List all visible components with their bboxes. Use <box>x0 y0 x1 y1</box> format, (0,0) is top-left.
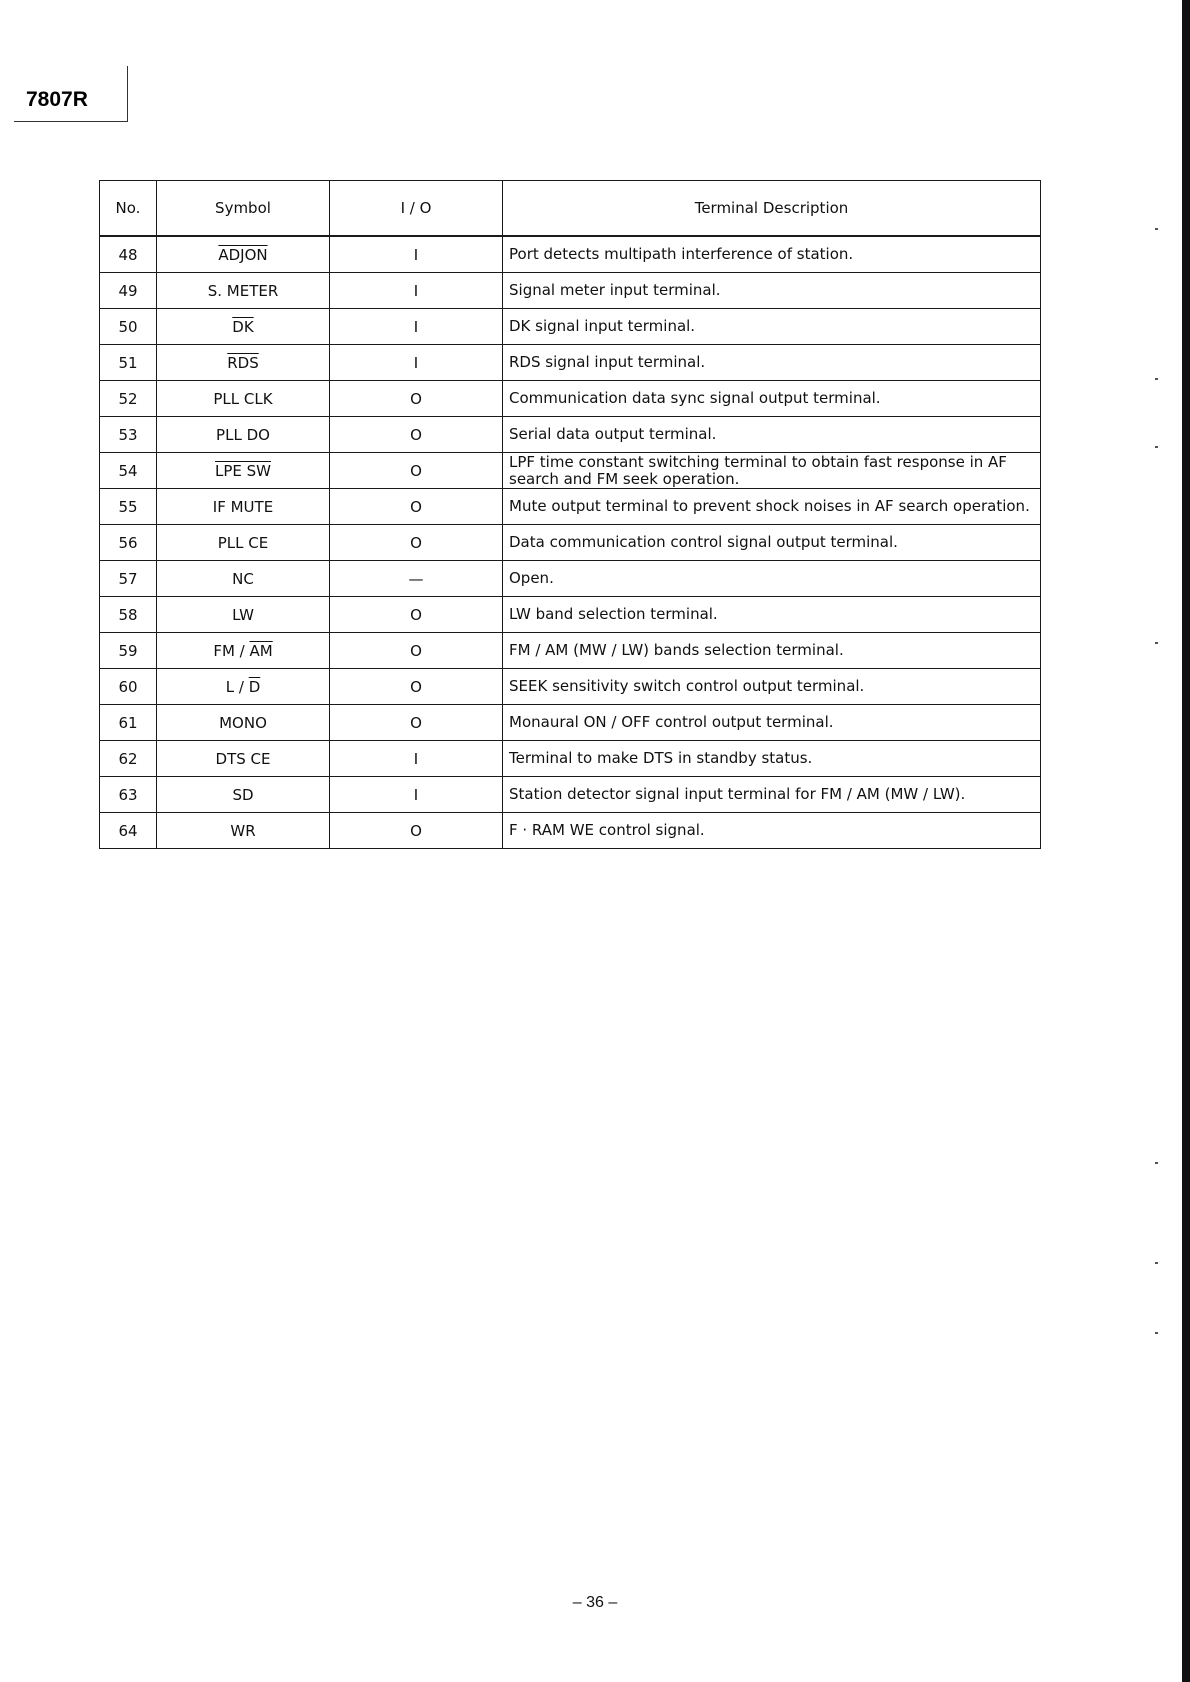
pin-symbol: PLL DO <box>157 417 330 453</box>
pin-number: 64 <box>100 813 157 849</box>
scan-edge <box>1182 0 1190 1682</box>
pin-symbol <box>157 669 330 705</box>
pin-number: 50 <box>100 309 157 345</box>
column-header-io: I / O <box>330 181 503 237</box>
table-row <box>100 417 1041 453</box>
table-row <box>100 813 1041 849</box>
table-row <box>100 561 1041 597</box>
pin-symbol: IF MUTE <box>157 489 330 525</box>
pin-io: O <box>330 705 503 741</box>
pin-number: 57 <box>100 561 157 597</box>
pin-number: 61 <box>100 705 157 741</box>
pin-symbol: SD <box>157 777 330 813</box>
pin-io: O <box>330 633 503 669</box>
pin-symbol: DTS CE <box>157 741 330 777</box>
pin-description: RDS signal input terminal. <box>503 345 1041 381</box>
pin-symbol: LW <box>157 597 330 633</box>
terminal-table <box>99 180 1041 849</box>
pin-number: 53 <box>100 417 157 453</box>
pin-io: O <box>330 381 503 417</box>
pin-number: 59 <box>100 633 157 669</box>
symbol-text: $\overline{DK}$ <box>232 317 254 336</box>
pin-io: O <box>330 597 503 633</box>
pin-description: Terminal to make DTS in standby status. <box>503 741 1041 777</box>
pin-number: 51 <box>100 345 157 381</box>
pin-description: Mute output terminal to prevent shock noises in AF search operation. <box>503 489 1041 525</box>
page-number: – 36 – <box>572 1594 618 1611</box>
pin-description: Station detector signal input terminal for FM / AM (MW / LW). <box>503 777 1041 813</box>
table-row <box>100 669 1041 705</box>
pin-description: Serial data output terminal. <box>503 417 1041 453</box>
table-row <box>100 236 1041 273</box>
table-row <box>100 777 1041 813</box>
pin-description: Communication data sync signal output terminal. <box>503 381 1041 417</box>
table-row <box>100 633 1041 669</box>
pin-number: 56 <box>100 525 157 561</box>
symbol-text: LPE SW <box>214 461 271 480</box>
table-row <box>100 741 1041 777</box>
table-header-row <box>100 181 1041 237</box>
pin-symbol <box>157 345 330 381</box>
pin-number: 48 <box>100 236 157 273</box>
model-tag <box>14 66 128 122</box>
pin-io: I <box>330 741 503 777</box>
table-row <box>100 489 1041 525</box>
table-row <box>100 705 1041 741</box>
pin-description: Open. <box>503 561 1041 597</box>
pin-symbol <box>157 309 330 345</box>
symbol-text: $\overline{RDS}$ <box>227 353 259 372</box>
symbol-text: FM / <box>213 641 250 660</box>
symbol-text-overlined: $\overline{AM}$ <box>249 641 273 660</box>
pin-io: I <box>330 236 503 273</box>
pin-io: O <box>330 489 503 525</box>
pin-io: O <box>330 417 503 453</box>
pin-symbol: WR <box>157 813 330 849</box>
pin-description: F · RAM WE control signal. <box>503 813 1041 849</box>
pin-number: 52 <box>100 381 157 417</box>
pin-number: 55 <box>100 489 157 525</box>
pin-number: 49 <box>100 273 157 309</box>
table-row <box>100 309 1041 345</box>
pin-symbol: MONO <box>157 705 330 741</box>
table-row <box>100 273 1041 309</box>
pin-symbol <box>157 453 330 489</box>
table-row <box>100 381 1041 417</box>
pin-description: LPF time constant switching terminal to obtain fast response in AF search and FM seek operation. <box>503 453 1041 489</box>
pin-number: 58 <box>100 597 157 633</box>
pin-description: LW band selection terminal. <box>503 597 1041 633</box>
pin-io: I <box>330 777 503 813</box>
scan-speck <box>1155 378 1158 380</box>
scan-speck <box>1155 1162 1158 1164</box>
column-header-no: No. <box>100 181 157 237</box>
symbol-text-overlined: $\overline{D}$ <box>248 677 261 696</box>
pin-io: O <box>330 813 503 849</box>
table-row <box>100 525 1041 561</box>
column-header-symbol: Symbol <box>157 181 330 237</box>
column-header-description: Terminal Description <box>503 181 1041 237</box>
pin-number: 62 <box>100 741 157 777</box>
scan-speck <box>1155 1262 1158 1264</box>
pin-symbol: PLL CE <box>157 525 330 561</box>
table-row <box>100 453 1041 489</box>
pin-io: I <box>330 309 503 345</box>
pin-symbol <box>157 236 330 273</box>
pin-description: Data communication control signal output terminal. <box>503 525 1041 561</box>
pin-io: I <box>330 345 503 381</box>
pin-description: SEEK sensitivity switch control output terminal. <box>503 669 1041 705</box>
pin-io: — <box>330 561 503 597</box>
pin-symbol <box>157 633 330 669</box>
pin-io: I <box>330 273 503 309</box>
pin-number: 54 <box>100 453 157 489</box>
pin-description: FM / AM (MW / LW) bands selection terminal. <box>503 633 1041 669</box>
symbol-text: ADJON <box>218 245 268 264</box>
pin-description: DK signal input terminal. <box>503 309 1041 345</box>
pin-description: Signal meter input terminal. <box>503 273 1041 309</box>
pin-io: O <box>330 669 503 705</box>
pin-io: O <box>330 525 503 561</box>
symbol-text: L / <box>225 677 249 696</box>
pin-description: Port detects multipath interference of station. <box>503 236 1041 273</box>
pin-symbol: S. METER <box>157 273 330 309</box>
pin-number: 60 <box>100 669 157 705</box>
model-number: 7807R <box>26 88 88 111</box>
pin-description: Monaural ON / OFF control output terminal. <box>503 705 1041 741</box>
pin-number: 63 <box>100 777 157 813</box>
scan-speck <box>1155 228 1158 230</box>
pin-symbol: NC <box>157 561 330 597</box>
pin-io: O <box>330 453 503 489</box>
pin-symbol: PLL CLK <box>157 381 330 417</box>
scan-speck <box>1155 642 1158 644</box>
scan-speck <box>1155 446 1158 448</box>
table-row <box>100 345 1041 381</box>
scan-speck <box>1155 1332 1158 1334</box>
table-row <box>100 597 1041 633</box>
